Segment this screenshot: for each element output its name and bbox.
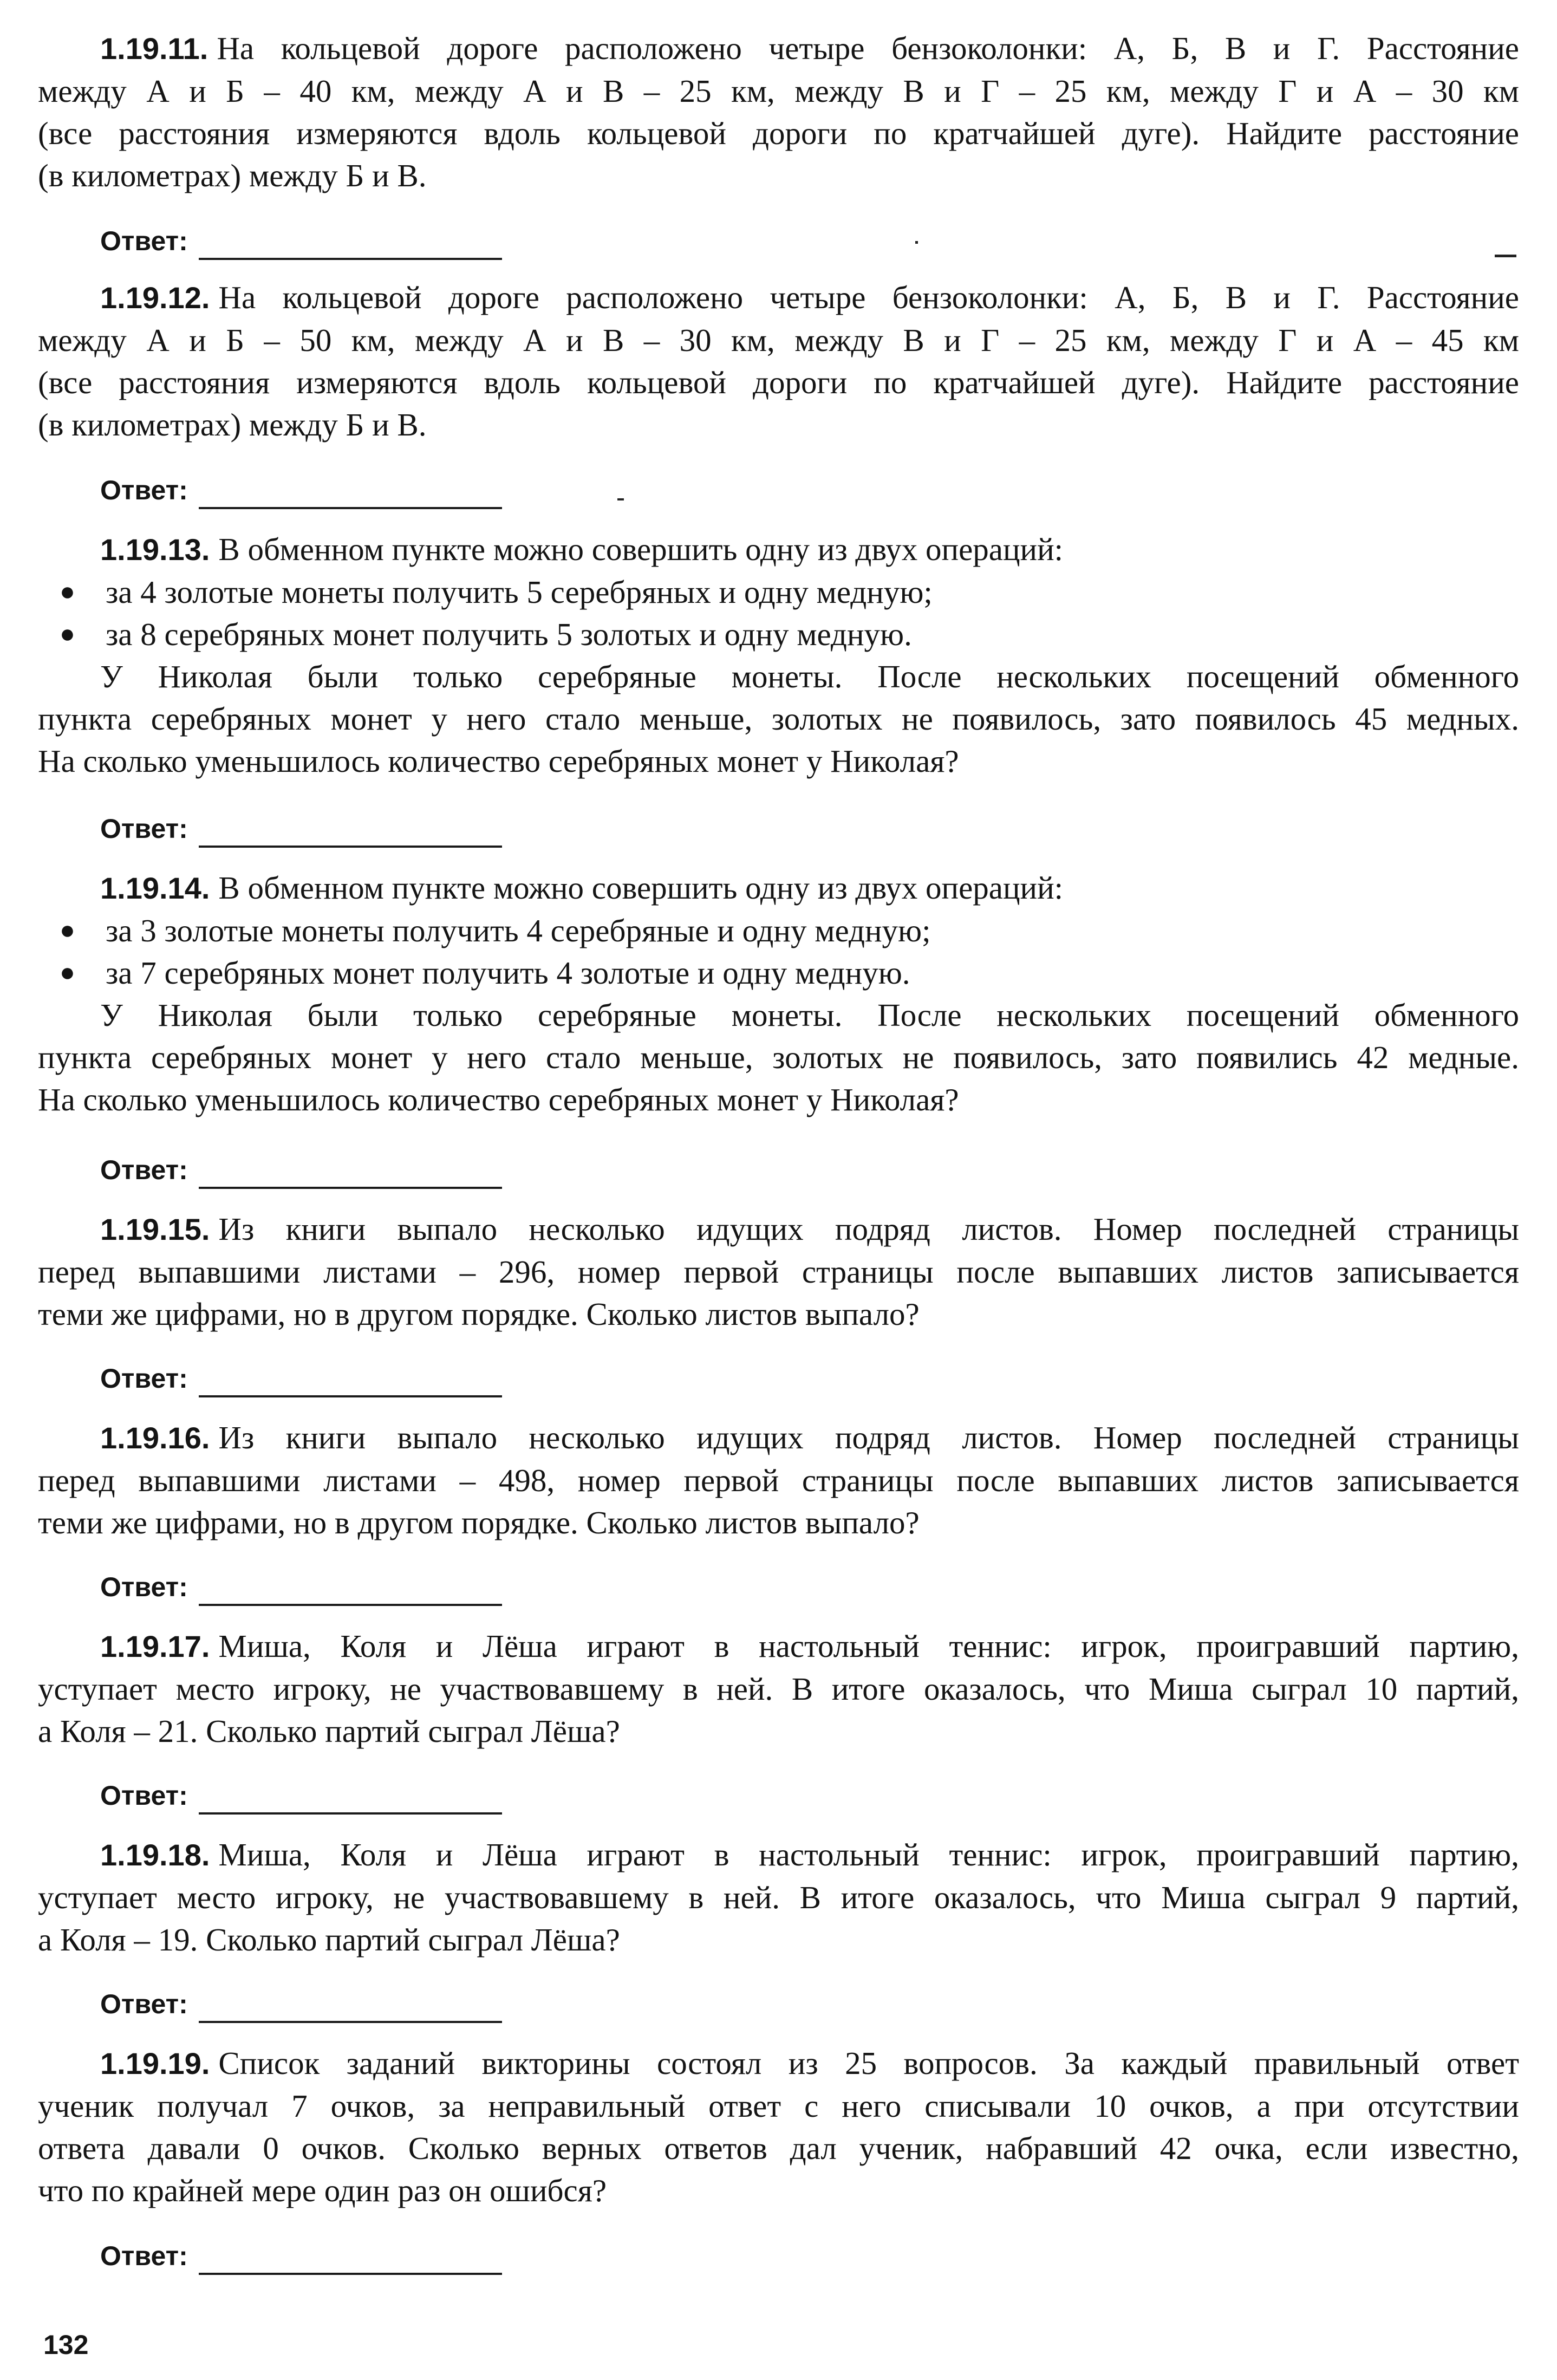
exchange-options-list (38, 909, 1519, 994)
answer-blank[interactable] (199, 227, 502, 260)
answer-field-1-19-17[interactable] (100, 1777, 502, 1815)
problem-text-line: а Коля – 19. Сколько партий сыграл Лёша? (38, 1922, 620, 1958)
problem-1-19-17 (38, 1625, 1519, 1752)
problem-text-line: между А и Б – 40 км, между А и В – 25 км, между В и Г – 25 км, между Г и А – 30 км (38, 73, 1519, 109)
scan-speck (915, 241, 918, 244)
answer-label: Ответ: (100, 475, 188, 505)
answer-label: Ответ: (100, 1989, 188, 2019)
problem-text-line: Из книги выпало несколько идущих подряд листов. Номер последней страницы (218, 1420, 1519, 1455)
problem-text-line: На сколько уменьшилось количество серебряных монет у Николая? (38, 743, 959, 779)
problem-text-line: уступает место игроку, не участвовавшему в ней. В итоге оказалось, что Миша сыграл 10 партий, (38, 1671, 1519, 1707)
problem-text-line: Миша, Коля и Лёша играют в настольный теннис: игрок, проигравший партию, (218, 1628, 1519, 1664)
answer-blank[interactable] (199, 1991, 502, 2023)
bullet-icon: ● (60, 577, 75, 606)
list-item: ● за 7 серебряных монет получить 4 золотые и одну медную. (38, 952, 1519, 994)
problem-intro: В обменном пункте можно совершить одну из двух операций: (218, 531, 1064, 567)
answer-blank[interactable] (199, 2242, 502, 2275)
problem-1-19-13 (38, 528, 1519, 782)
list-item: ● за 4 золотые монеты получить 5 серебряных и одну медную; (38, 571, 1519, 613)
problem-number: 1.19.14. (100, 871, 210, 905)
problem-1-19-11 (38, 27, 1519, 197)
problem-text-line: уступает место игроку, не участвовавшему в ней. В итоге оказалось, что Миша сыграл 9 партий, (38, 1880, 1519, 1915)
problem-number: 1.19.15. (100, 1212, 210, 1246)
problem-text-line: теми же цифрами, но в другом порядке. Сколько листов выпало? (38, 1296, 920, 1332)
answer-field-1-19-12[interactable] (100, 471, 502, 509)
answer-label: Ответ: (100, 2241, 188, 2271)
problem-number: 1.19.13. (100, 532, 210, 567)
problem-text-line: У Николая были только серебряные монеты. После нескольких посещений обменного (100, 997, 1519, 1033)
answer-field-1-19-11[interactable] (100, 222, 502, 260)
problem-text-line: (все расстояния измеряются вдоль кольцевой дороги по кратчайшей дуге). Найдите расстояние (38, 365, 1519, 400)
problem-text-line: (в километрах) между Б и В. (38, 158, 427, 193)
answer-label: Ответ: (100, 1572, 188, 1602)
answer-label: Ответ: (100, 1780, 188, 1811)
problem-text-line: пункта серебряных монет у него стало меньше, золотых не появилось, зато появилось 45 медных. (38, 701, 1519, 737)
problem-intro: В обменном пункте можно совершить одну из двух операций: (218, 870, 1064, 906)
answer-field-1-19-16[interactable] (100, 1568, 502, 1606)
answer-field-1-19-14[interactable] (100, 1151, 502, 1189)
answer-blank[interactable] (199, 815, 502, 848)
exchange-options-list (38, 571, 1519, 655)
bullet-icon: ● (60, 620, 75, 648)
problem-1-19-12 (38, 276, 1519, 446)
problem-1-19-15 (38, 1208, 1519, 1335)
scan-speck (617, 498, 624, 500)
problem-number: 1.19.18. (100, 1838, 210, 1872)
problem-text-line: что по крайней мере один раз он ошибся? (38, 2173, 607, 2208)
scan-speck (1495, 255, 1516, 257)
problem-text-line: Список заданий викторины состоял из 25 вопросов. За каждый правильный ответ (218, 2045, 1519, 2081)
answer-field-1-19-13[interactable] (100, 810, 502, 848)
list-item: ● за 8 серебряных монет получить 5 золотых и одну медную. (38, 613, 1519, 655)
problem-number: 1.19.17. (100, 1629, 210, 1663)
bullet-icon: ● (60, 916, 75, 945)
problem-number: 1.19.12. (100, 281, 210, 315)
problem-text-line: У Николая были только серебряные монеты. После нескольких посещений обменного (100, 659, 1519, 694)
problem-text-line: На кольцевой дороге расположено четыре бензоколонки: А, Б, В и Г. Расстояние (217, 30, 1519, 66)
problem-text-line: ученик получал 7 очков, за неправильный ответ с него списывали 10 очков, а при отсутствии (38, 2088, 1519, 2124)
problem-text-line: (все расстояния измеряются вдоль кольцевой дороги по кратчайшей дуге). Найдите расстояние (38, 115, 1519, 151)
problem-text-line: На кольцевой дороге расположено четыре бензоколонки: А, Б, В и Г. Расстояние (218, 279, 1519, 315)
problem-number: 1.19.11. (100, 31, 209, 66)
problem-text-line: Из книги выпало несколько идущих подряд листов. Номер последней страницы (218, 1211, 1519, 1247)
answer-blank[interactable] (199, 1365, 502, 1397)
problem-text-line: На сколько уменьшилось количество серебряных монет у Николая? (38, 1082, 959, 1117)
answer-field-1-19-15[interactable] (100, 1360, 502, 1397)
problem-text-line: пункта серебряных монет у него стало меньше, золотых не появилось, зато появились 42 медные. (38, 1039, 1519, 1075)
answer-field-1-19-19[interactable] (100, 2237, 502, 2275)
answer-blank[interactable] (199, 1782, 502, 1815)
problem-text-line: а Коля – 21. Сколько партий сыграл Лёша? (38, 1713, 620, 1749)
problem-text-line: перед выпавшими листами – 498, номер первой страницы после выпавших листов записывается (38, 1462, 1519, 1498)
answer-blank[interactable] (199, 1156, 502, 1189)
problem-1-19-14 (38, 867, 1519, 1121)
bullet-icon: ● (60, 958, 75, 987)
answer-blank[interactable] (199, 477, 502, 509)
answer-label: Ответ: (100, 814, 188, 844)
problem-text-line: ответа давали 0 очков. Сколько верных ответов дал ученик, набравший 42 очка, если известно, (38, 2130, 1519, 2166)
answer-field-1-19-18[interactable] (100, 1985, 502, 2023)
problem-1-19-18 (38, 1833, 1519, 1961)
problem-text-line: теми же цифрами, но в другом порядке. Сколько листов выпало? (38, 1505, 920, 1540)
problem-1-19-19 (38, 2042, 1519, 2212)
answer-label: Ответ: (100, 226, 188, 256)
answer-blank[interactable] (199, 1573, 502, 1606)
problem-text-line: Миша, Коля и Лёша играют в настольный теннис: игрок, проигравший партию, (218, 1837, 1519, 1872)
problem-1-19-16 (38, 1416, 1519, 1544)
problem-text-line: перед выпавшими листами – 296, номер первой страницы после выпавших листов записывается (38, 1254, 1519, 1290)
problem-text-line: (в километрах) между Б и В. (38, 407, 427, 443)
problem-text-line: между А и Б – 50 км, между А и В – 30 км, между В и Г – 25 км, между Г и А – 45 км (38, 322, 1519, 358)
list-item: ● за 3 золотые монеты получить 4 серебряные и одну медную; (38, 909, 1519, 952)
page-number: 132 (43, 2330, 89, 2360)
answer-label: Ответ: (100, 1363, 188, 1394)
problem-number: 1.19.19. (100, 2046, 210, 2080)
problem-number: 1.19.16. (100, 1421, 210, 1455)
answer-label: Ответ: (100, 1155, 188, 1185)
